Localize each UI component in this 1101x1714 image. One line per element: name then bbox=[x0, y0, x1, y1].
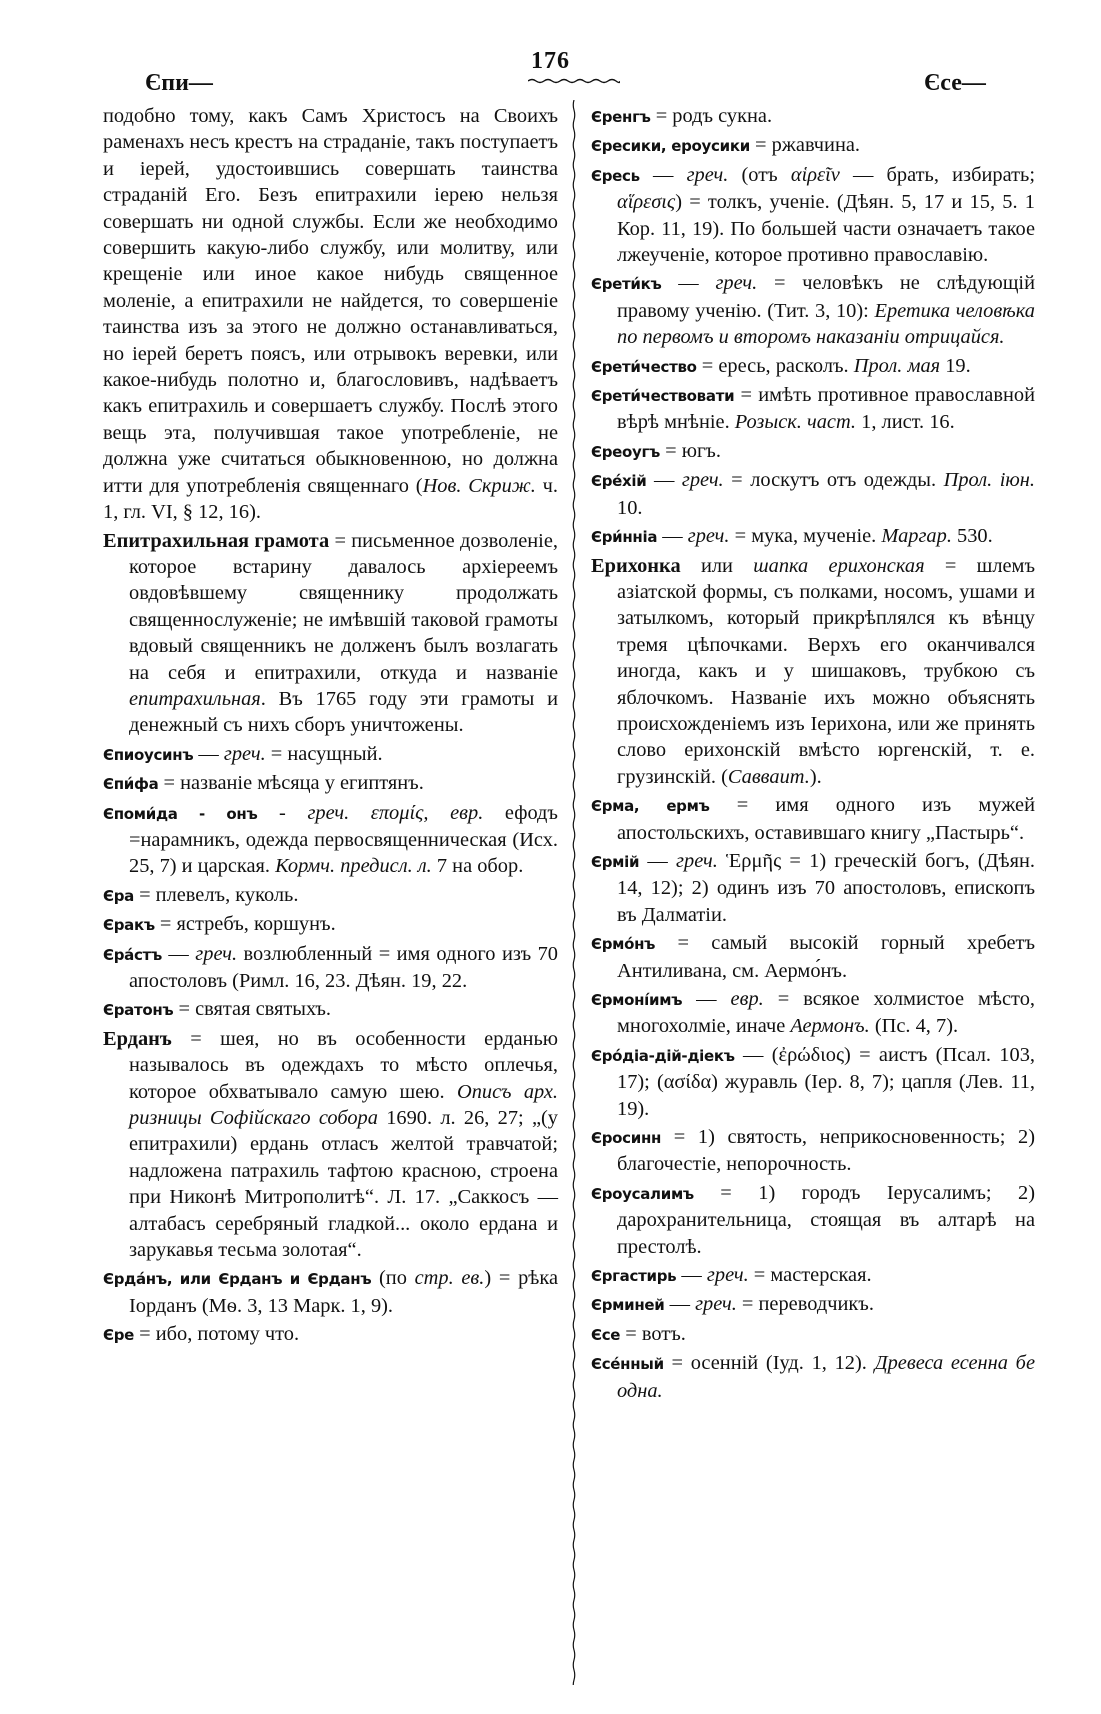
entry-reference: Древеса есенна бе одна. bbox=[617, 1352, 1035, 1402]
dictionary-entry bbox=[591, 792, 1035, 846]
dictionary-entry bbox=[103, 741, 558, 768]
entry-headword: Єратонъ bbox=[103, 1001, 174, 1020]
entry-text: — bbox=[639, 163, 687, 186]
entry-text: = человѣкъ не слѣдующій правому ученію. (Тит. 3, 10): bbox=[617, 272, 1035, 322]
entry-reference: Еретика человѣка по первомъ и второмъ наказаніи отрицайся. bbox=[617, 299, 1035, 349]
entry-headword: Єпи́фа bbox=[103, 775, 159, 794]
entry-reference: αἱρεῖν bbox=[790, 163, 840, 186]
entry-text: ефодъ =нарамникъ, одежда первосвященническая (Исх. 25, 7) и царская. bbox=[129, 801, 558, 878]
dictionary-entry bbox=[103, 911, 558, 938]
entry-text: ) = рѣка Іорданъ (Мѳ. 3, 13 Марк. 1, 9). bbox=[129, 1267, 559, 1317]
entry-text: = насущный. bbox=[265, 742, 383, 765]
entry-reference: Прол. іюн. bbox=[943, 469, 1035, 492]
running-head-left: Єпи— bbox=[145, 70, 213, 96]
entry-headword: Єпиоусинъ bbox=[103, 745, 194, 764]
dictionary-entry bbox=[591, 1262, 1035, 1289]
entry-text: = названіе мѣсяца у египтянъ. bbox=[158, 772, 424, 795]
entry-headword: Єресики, ероусики bbox=[591, 137, 750, 156]
entry-text: = вотъ. bbox=[620, 1322, 686, 1345]
entry-reference: греч. bbox=[676, 849, 718, 872]
dictionary-entry bbox=[591, 523, 1035, 550]
entry-headword: Єрда́нъ, или Єрданъ и Єрданъ bbox=[103, 1270, 372, 1289]
entry-headword: Єро́діа-дій-діекъ bbox=[591, 1046, 735, 1065]
column-divider bbox=[572, 100, 576, 1685]
entry-headword: Єрети́къ bbox=[591, 275, 662, 294]
entry-reference: Маргар. bbox=[881, 525, 952, 548]
entry-reference: Прол. мая bbox=[853, 354, 941, 377]
entry-text: = родъ сукна. bbox=[650, 105, 773, 127]
left-column bbox=[103, 103, 558, 1351]
entry-reference: греч. bbox=[706, 1264, 749, 1287]
entry-text: — (ἐρώδιος) = аистъ (Псал. 103, 17); (ασίδα) журавль (Іер. 8, 7); цапля (Лев. 11, 19). bbox=[617, 1043, 1035, 1120]
dictionary-entry bbox=[591, 353, 1035, 380]
entry-headword: Єре bbox=[103, 1326, 135, 1345]
dictionary-entry bbox=[591, 553, 1035, 791]
entry-reference: греч. bbox=[715, 272, 758, 295]
entry-reference: греч. bbox=[223, 742, 266, 765]
entry-headword: Єрминей bbox=[591, 1296, 665, 1315]
entry-text: 7 на обор. bbox=[431, 855, 524, 878]
dictionary-entry bbox=[591, 103, 1035, 130]
dictionary-entry bbox=[591, 1042, 1035, 1122]
entry-reference: греч. bbox=[686, 163, 729, 186]
page-number-underline bbox=[528, 78, 620, 84]
entry-text: = мастерская. bbox=[748, 1264, 872, 1287]
entry-headword: Єренгъ bbox=[591, 108, 651, 126]
dictionary-entry bbox=[103, 1265, 558, 1319]
entry-reference: греч. bbox=[695, 1293, 737, 1316]
entry-text: возлюбленный = имя одного изъ 70 апостоловъ (Римл. 16, 23. Дѣян. 19, 22. bbox=[129, 942, 558, 992]
entry-text: (отъ bbox=[728, 163, 791, 186]
dictionary-entry bbox=[591, 270, 1035, 350]
entry-text: = ястребъ, коршунъ. bbox=[154, 913, 336, 936]
entry-headword: Єра́стъ bbox=[103, 945, 162, 964]
entry-reference: Описъ арх. ризницы Софійскаго собора bbox=[129, 1080, 558, 1130]
entry-text: . Въ 1765 году эти грамоты и денежный съ нихъ сборъ уничтожены. bbox=[129, 687, 558, 737]
entry-headword: Єрети́чествовати bbox=[591, 387, 735, 406]
entry-text: = мука, мученіе. bbox=[729, 525, 882, 548]
entry-text: = святая святыхъ. bbox=[173, 998, 332, 1021]
dictionary-entry bbox=[103, 996, 558, 1023]
entry-headword: Єреоугъ bbox=[591, 442, 661, 461]
entry-text: 530. bbox=[951, 525, 993, 548]
dictionary-entry bbox=[591, 1321, 1035, 1348]
dictionary-entry bbox=[591, 162, 1035, 269]
entry-headword: Єракъ bbox=[103, 916, 155, 935]
entry-headword: Єра bbox=[103, 886, 134, 905]
dictionary-entry bbox=[591, 382, 1035, 436]
dictionary-entry bbox=[591, 438, 1035, 465]
entry-text: = лоскутъ отъ одежды. bbox=[723, 469, 944, 492]
entry-reference: греч. bbox=[195, 942, 238, 965]
entry-headword: Єре́хій bbox=[591, 472, 647, 491]
entry-text: — брать, избирать; bbox=[839, 163, 1035, 186]
running-head-right: Єсе— bbox=[924, 70, 986, 96]
dictionary-entry bbox=[591, 986, 1035, 1040]
dictionary-entry bbox=[591, 1180, 1035, 1260]
dictionary-entry bbox=[591, 1291, 1035, 1318]
entry-reference: греч. bbox=[681, 469, 724, 492]
entry-headword: Єресь bbox=[591, 166, 640, 185]
entry-reference: Розыск. част. bbox=[734, 411, 857, 434]
entry-text: = шея, но въ особенности ерданью называлось въ одеждахъ то мѣсто оплечья, которое обхватывало самую шею. bbox=[129, 1027, 558, 1103]
entry-reference: греч. bbox=[687, 525, 730, 548]
entry-text: — bbox=[639, 849, 677, 872]
entry-headword: Єрети́чество bbox=[591, 357, 697, 376]
entry-reference: αἵρεσις bbox=[617, 191, 676, 214]
entry-text: = всякое холмистое мѣсто, многохолміе, иначе bbox=[617, 988, 1035, 1038]
entry-headword: Єросинн bbox=[591, 1129, 662, 1148]
dictionary-entry bbox=[591, 848, 1035, 928]
dictionary-entry bbox=[103, 882, 558, 909]
entry-text: ч. 1, гл. VI, § 12, 16). bbox=[103, 474, 559, 524]
entry-text: = осенній (Іуд. 1, 12). bbox=[663, 1352, 875, 1375]
entry-text: = плевелъ, куколь. bbox=[133, 883, 299, 906]
entry-headword: Єсе́нный bbox=[591, 1355, 664, 1374]
dictionary-entry bbox=[103, 528, 558, 739]
entry-headword: Єрма, ермъ bbox=[591, 797, 710, 816]
entry-text: = югъ. bbox=[660, 439, 721, 462]
entry-headword: Єрмо́нъ bbox=[591, 935, 656, 954]
entry-text: - bbox=[257, 801, 308, 824]
entry-reference: стр. ев. bbox=[414, 1267, 485, 1290]
entry-text: = шлемъ азіатской формы, съ полками, носомъ, ушами и затылкомъ, который прикрѣплялся къ вѣнцу тремя цѣпочками. Верхъ его оканчивался иногда, какъ и у шишаковъ, трубкою съ яблочкомъ. Названіе ихъ можно объяснять происхожденіемъ изъ Іерихона, или же принять слово ерихонскій вмѣсто юргенскій, т. е. грузинскій. ( bbox=[617, 554, 1035, 788]
entry-text: ). bbox=[809, 765, 822, 788]
dictionary-entry bbox=[103, 770, 558, 797]
entry-text: — bbox=[664, 1293, 696, 1316]
entry-text: = 1) городъ Іерусалимъ; 2) дарохранительница, стоящая въ алтарѣ на престолѣ. bbox=[617, 1181, 1035, 1258]
entry-text: = ржавчина. bbox=[749, 134, 861, 157]
dictionary-entry bbox=[591, 930, 1035, 984]
entry-reference: епитрахильная bbox=[129, 687, 261, 710]
entry-text: — bbox=[682, 988, 731, 1010]
dictionary-entry bbox=[103, 1321, 558, 1348]
entry-reference: греч. επομίς, евр. bbox=[307, 801, 484, 824]
dictionary-entry bbox=[103, 800, 558, 880]
entry-text: или bbox=[680, 554, 754, 577]
dictionary-entry bbox=[591, 1124, 1035, 1178]
entry-text: — bbox=[193, 742, 224, 765]
entry-reference: евр. bbox=[730, 988, 764, 1010]
entry-headword: Ерданъ bbox=[103, 1027, 172, 1050]
entry-text: — bbox=[657, 525, 688, 548]
dictionary-entry bbox=[591, 467, 1035, 521]
entry-text: = переводчикъ. bbox=[736, 1293, 874, 1316]
entry-headword: Єри́нніа bbox=[591, 528, 658, 547]
entry-text: (по bbox=[371, 1267, 415, 1290]
entry-reference: Кормч. предисл. л. bbox=[275, 855, 432, 878]
entry-reference: Савваит. bbox=[727, 765, 810, 788]
entry-text: 10. bbox=[617, 496, 643, 519]
entry-text: = письменное дозволеніе, которое встарину давалось архіереемъ овдовѣвшему священнику продолжать священнослуженіе; не имѣвшій таковой грамоты вдовый священникъ не долженъ былъ возлагать на себя и епитрахили, откуда и названіе bbox=[129, 529, 558, 684]
entry-headword: Єсе bbox=[591, 1325, 621, 1344]
page-number: 176 bbox=[531, 48, 570, 74]
entry-text: = ересь, расколъ. bbox=[696, 354, 854, 377]
entry-text: = имѣть противное православной вѣрѣ мнѣніе. bbox=[617, 384, 1035, 434]
entry-text: 19. bbox=[940, 354, 971, 377]
entry-headword: Епитрахильная грамота bbox=[103, 529, 330, 552]
entry-headword: Єпоми́да - онъ bbox=[103, 804, 258, 823]
entry-text: = имя одного изъ мужей апостольскихъ, оставившаго книгу „Пастырь“. bbox=[617, 794, 1035, 844]
entry-reference: Аермонъ. bbox=[790, 1015, 870, 1038]
entry-reference: Нов. Скриж. bbox=[422, 474, 536, 497]
entry-text: — bbox=[646, 469, 682, 492]
entry-text: ) = толкъ, ученіе. (Дѣян. 5, 17 и 15, 5. 1 Кор. 11, 19). По большей части означаетъ такое лжеученіе, которое противно православію. bbox=[617, 191, 1035, 267]
dictionary-entry bbox=[591, 132, 1035, 159]
right-column bbox=[591, 103, 1035, 1406]
dictionary-entry bbox=[591, 1350, 1035, 1404]
entry-text: = ибо, потому что. bbox=[134, 1323, 300, 1346]
entry-text: — bbox=[676, 1264, 707, 1287]
dictionary-entry bbox=[103, 103, 558, 526]
entry-text: 1690. л. 26, 27; „(у епитрахили) ердань отласъ желтой травчатой; надложена патрахиль тафтою красною, строена при Никонѣ Митрополитѣ“. Л. 17. „Саккосъ — алтабасъ серебряный гладкой... около ердана и зарукавья тесьма золотая“. bbox=[129, 1107, 558, 1262]
entry-text: — bbox=[161, 942, 196, 965]
entry-reference: шапка ерихонская bbox=[753, 554, 925, 577]
entry-headword: Єроусалимъ bbox=[591, 1184, 694, 1203]
entry-headword: Єрмоні́имъ bbox=[591, 991, 683, 1009]
entry-text: 1, лист. 16. bbox=[856, 411, 955, 434]
entry-text: Ἑρμῆς = 1) греческій богъ, (Дѣян. 14, 12); 2) одинъ изъ 70 апостоловъ, епископъ въ Далматіи. bbox=[617, 849, 1035, 926]
dictionary-entry bbox=[103, 1026, 558, 1264]
entry-headword: Єргастирь bbox=[591, 1267, 677, 1286]
entry-headword: Єрмій bbox=[591, 852, 640, 871]
entry-headword: Ерихонка bbox=[591, 554, 681, 577]
entry-text: (Пс. 4, 7). bbox=[869, 1015, 959, 1038]
entry-text: = 1) святость, неприкосновенность; 2) благочестіе, непорочность. bbox=[617, 1126, 1035, 1176]
entry-text: — bbox=[661, 272, 716, 295]
entry-text: = самый высокій горный хребетъ Антиливана, см. Аермо́нъ. bbox=[617, 932, 1035, 982]
dictionary-entry bbox=[103, 941, 558, 995]
entry-text: подобно тому, какъ Самъ Христосъ на Своихъ раменахъ несъ крестъ на страданіе, такъ поступаетъ и іерей, удостоившись совершать таинства страданій Его. Безъ епитрахили іерею нельзя совершать ни одной службы. Если же необходимо совершить какую-либо службу, или молитву, или крещеніе или иное какое нибудь священное моленіе, а епитрахили не найдется, то совершеніе таинства изъ за этого не должно останавливаться, но іерей беретъ поясъ, или отрывокъ веревки, или какое-нибудь полотно и, благословивъ, надѣваетъ какъ епитрахиль и совершаетъ службу. Послѣ этого вещь эта, получившая такое употребленіе, не должна уже считаться обыкновенною, но должна итти для употребленія священнаго ( bbox=[103, 105, 558, 497]
